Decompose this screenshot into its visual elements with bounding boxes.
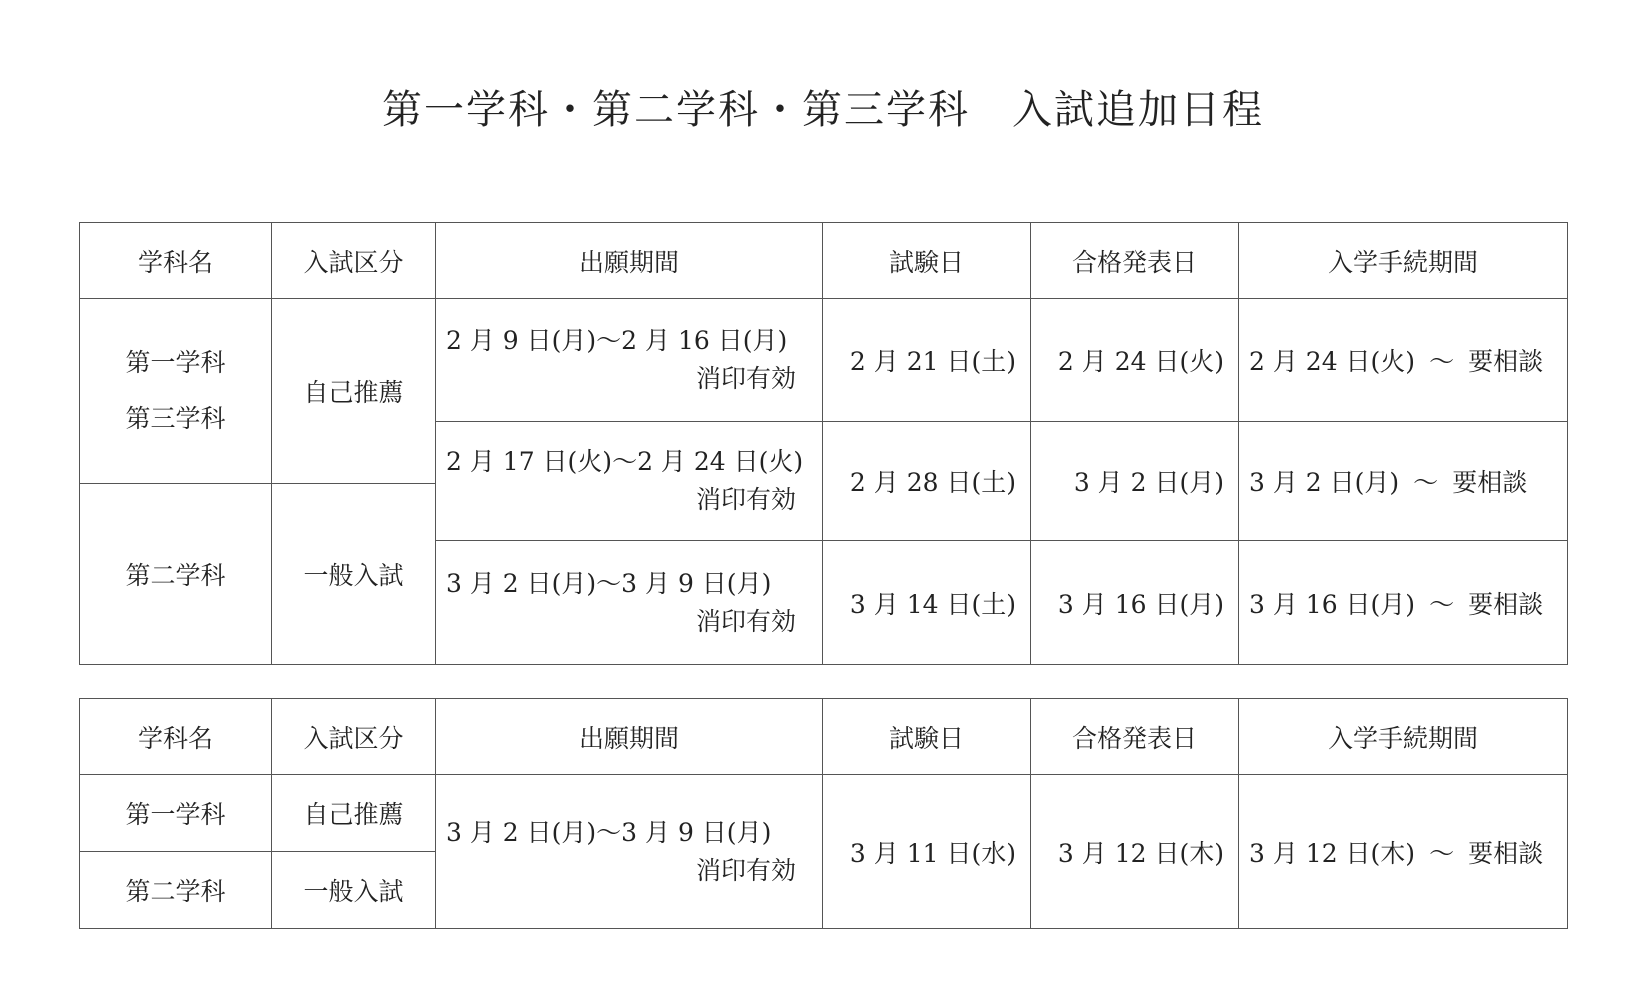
- header-dept: 学科名: [80, 223, 272, 299]
- result-date-cell: 3 月 16 日(月): [1031, 541, 1239, 665]
- category-cell-b: 一般入試: [272, 484, 436, 665]
- result-date-cell: 3 月 2 日(月): [1031, 422, 1239, 541]
- enrollment-start: 3 月 16 日(月): [1249, 589, 1416, 619]
- enrollment-end: 要相談: [1468, 589, 1544, 619]
- enrollment-end: 要相談: [1468, 838, 1544, 868]
- enrollment-end: 要相談: [1452, 468, 1528, 497]
- enrollment-start: 3 月 12 日(木): [1249, 838, 1416, 868]
- header-exam-date: 試験日: [823, 699, 1031, 775]
- header-enrollment-period: 入学手続期間: [1239, 223, 1568, 299]
- exam-date-cell: 3 月 11 日(水): [823, 775, 1031, 929]
- postmark-note: 消印有効: [695, 606, 796, 636]
- application-period-cell: [436, 775, 823, 929]
- header-result-date: 合格発表日: [1031, 699, 1239, 775]
- table-header-row: [80, 699, 1568, 775]
- table-header-row: [80, 223, 1568, 299]
- page-title: 第一学科・第二学科・第三学科 入試追加日程: [382, 87, 1264, 133]
- enrollment-start: 2 月 24 日(火): [1249, 347, 1416, 376]
- dept-cell-group-a: [80, 299, 272, 484]
- dept-name: 第三学科: [125, 404, 226, 433]
- postmark-note: 消印有効: [695, 485, 796, 514]
- enrollment-period-cell: [1239, 299, 1568, 422]
- enrollment-end: 要相談: [1468, 347, 1544, 376]
- enrollment-start: 3 月 2 日(月): [1249, 468, 1400, 497]
- header-enrollment-period: 入学手続期間: [1239, 699, 1568, 775]
- result-date-cell: 3 月 12 日(木): [1031, 775, 1239, 929]
- exam-date-cell: 2 月 28 日(土): [823, 422, 1031, 541]
- exam-date-cell: 3 月 14 日(土): [823, 541, 1031, 665]
- application-period-cell: [436, 299, 823, 422]
- header-application-period: 出願期間: [436, 223, 823, 299]
- header-exam-date: 試験日: [823, 223, 1031, 299]
- period-range: 2 月 17 日(火)～2 月 24 日(火): [446, 447, 804, 476]
- application-period-cell: [436, 422, 823, 541]
- tilde: ～: [1429, 347, 1455, 376]
- header-result-date: 合格発表日: [1031, 223, 1239, 299]
- category-cell: 自己推薦: [272, 775, 436, 852]
- period-range: 2 月 9 日(月)～2 月 16 日(月): [446, 326, 788, 355]
- period-range: 3 月 2 日(月)～3 月 9 日(月): [446, 568, 772, 598]
- postmark-note: 消印有効: [695, 855, 796, 885]
- schedule-table-2: [79, 698, 1568, 929]
- header-category: 入試区分: [272, 699, 436, 775]
- table-row: [80, 775, 1568, 852]
- exam-date-cell: 2 月 21 日(土): [823, 299, 1031, 422]
- dept-cell: 第二学科: [80, 852, 272, 929]
- period-range: 3 月 2 日(月)～3 月 9 日(月): [446, 817, 772, 847]
- category-cell-a: 自己推薦: [272, 299, 436, 484]
- dept-name: 第一学科: [125, 348, 226, 377]
- table-row: [80, 299, 1568, 422]
- header-dept: 学科名: [80, 699, 272, 775]
- schedule-table-1: [79, 222, 1568, 665]
- enrollment-period-cell: [1239, 422, 1568, 541]
- header-application-period: 出願期間: [436, 699, 823, 775]
- header-category: 入試区分: [272, 223, 436, 299]
- enrollment-period-cell: [1239, 541, 1568, 665]
- tilde: ～: [1429, 589, 1455, 619]
- postmark-note: 消印有効: [695, 364, 796, 393]
- enrollment-period-cell: [1239, 775, 1568, 929]
- tilde: ～: [1413, 468, 1439, 497]
- dept-cell: 第一学科: [80, 775, 272, 852]
- application-period-cell: [436, 541, 823, 665]
- category-cell: 一般入試: [272, 852, 436, 929]
- result-date-cell: 2 月 24 日(火): [1031, 299, 1239, 422]
- tilde: ～: [1429, 838, 1455, 868]
- dept-cell-group-b: 第二学科: [80, 484, 272, 665]
